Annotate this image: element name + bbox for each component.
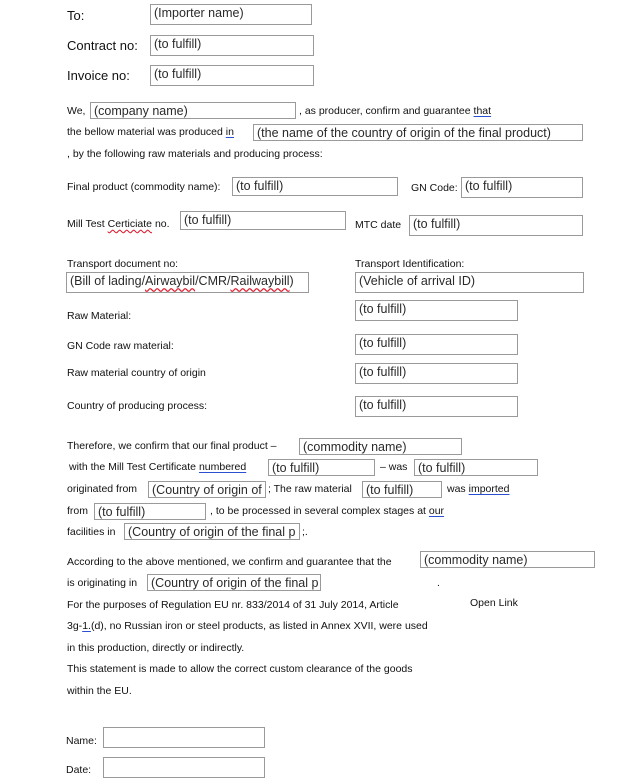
cert-number-field[interactable]: (to fulfill) bbox=[268, 459, 375, 476]
gn-raw-field[interactable]: (to fulfill) bbox=[355, 334, 518, 355]
was-text: – was bbox=[380, 461, 408, 473]
regulation-line3: in this production, directly or indirectly. bbox=[67, 642, 245, 654]
regulation-line2: 3g-1.(d), no Russian iron or steel products, as listed in Annex XVII, were used bbox=[67, 620, 428, 632]
producer-text: , as producer, confirm and guarantee that bbox=[299, 105, 492, 117]
raw-material-text: ; The raw material bbox=[268, 483, 352, 495]
confirm-line2-text: with the Mill Test Certificate numbered bbox=[69, 461, 247, 473]
to-label: To: bbox=[67, 8, 85, 23]
mtc-label: Mill Test Certiciate no. bbox=[67, 218, 170, 230]
gn-code-label: GN Code: bbox=[411, 182, 458, 194]
name-label: Name: bbox=[66, 735, 97, 747]
transport-id-label: Transport Identification: bbox=[355, 258, 465, 270]
transport-doc-label: Transport document no: bbox=[67, 258, 179, 270]
regulation-line4: This statement is made to allow the correct custom clearance of the goods bbox=[67, 663, 413, 675]
open-link[interactable]: Open Link bbox=[470, 597, 518, 609]
processed-text: , to be processed in several complex stages at our bbox=[210, 505, 445, 517]
guarantee-line1-text: According to the above mentioned, we confirm and guarantee that the bbox=[67, 556, 392, 568]
originating-in-text: is originating in bbox=[67, 577, 138, 589]
invoice-label: Invoice no: bbox=[67, 68, 130, 83]
raw-country-label: Raw material country of origin bbox=[67, 367, 206, 379]
confirm-commodity-field[interactable]: (commodity name) bbox=[299, 438, 462, 455]
facilities-country-field[interactable]: (Country of origin of the final p bbox=[124, 523, 300, 540]
company-name-field[interactable]: (company name) bbox=[90, 102, 296, 119]
regulation-line5: within the EU. bbox=[67, 685, 132, 697]
mtc-no-field[interactable]: (to fulfill) bbox=[180, 211, 346, 230]
guarantee-commodity-field[interactable]: (commodity name) bbox=[420, 551, 595, 568]
contract-label: Contract no: bbox=[67, 38, 138, 53]
process-country-label: Country of producing process: bbox=[67, 400, 208, 412]
process-country-field[interactable]: (to fulfill) bbox=[355, 396, 518, 417]
raw-material-inline-field[interactable]: (to fulfill) bbox=[362, 481, 442, 498]
date-field[interactable] bbox=[103, 757, 265, 778]
transport-doc-field[interactable]: (Bill of lading/Airwaybil/CMR/Railwaybill) bbox=[66, 272, 309, 293]
originating-country-field[interactable]: (Country of origin of the final p bbox=[147, 574, 321, 591]
name-field[interactable] bbox=[103, 727, 265, 748]
raw-material-field[interactable]: (to fulfill) bbox=[355, 300, 518, 321]
was-field[interactable]: (to fulfill) bbox=[414, 459, 538, 476]
invoice-no-field[interactable]: (to fulfill) bbox=[150, 65, 314, 86]
transport-id-field[interactable]: (Vehicle of arrival ID) bbox=[355, 272, 584, 293]
importer-name-field[interactable]: (Importer name) bbox=[150, 4, 312, 25]
final-product-field[interactable]: (to fulfill) bbox=[232, 177, 398, 196]
mtc-date-field[interactable]: (to fulfill) bbox=[409, 215, 583, 236]
mtc-date-label: MTC date bbox=[355, 219, 402, 231]
raw-country-field[interactable]: (to fulfill) bbox=[355, 363, 518, 384]
raw-material-label: Raw Material: bbox=[67, 310, 132, 322]
process-text: , by the following raw materials and producing process: bbox=[67, 148, 323, 160]
facilities-end-punct: ;. bbox=[302, 526, 308, 538]
contract-no-field[interactable]: (to fulfill) bbox=[150, 35, 314, 56]
regulation-line1: For the purposes of Regulation EU nr. 833/2014 of 31 July 2014, Article bbox=[67, 599, 399, 611]
country-of-origin-field[interactable]: (Country of origin of bbox=[148, 481, 266, 498]
we-text: We, bbox=[67, 105, 86, 117]
was-imported-text: was imported bbox=[447, 483, 510, 495]
gn-raw-label: GN Code raw material: bbox=[67, 340, 174, 352]
from-field[interactable]: (to fulfill) bbox=[94, 503, 206, 520]
that-word: that bbox=[473, 105, 492, 117]
gn-code-field[interactable]: (to fulfill) bbox=[461, 177, 583, 198]
produced-text: the bellow material was produced in bbox=[67, 126, 234, 138]
facilities-in-text: facilities in bbox=[67, 526, 116, 538]
from-text: from bbox=[67, 505, 88, 517]
origin-country-field[interactable]: (the name of the country of origin of the final product) bbox=[253, 124, 583, 141]
date-label: Date: bbox=[66, 764, 92, 776]
originated-from-text: originated from bbox=[67, 483, 138, 495]
confirm-line1-text: Therefore, we confirm that our final product – bbox=[67, 440, 277, 452]
originating-trailing-dot: . bbox=[437, 577, 440, 589]
final-product-label: Final product (commodity name): bbox=[67, 181, 221, 193]
in-word: in bbox=[225, 126, 234, 138]
